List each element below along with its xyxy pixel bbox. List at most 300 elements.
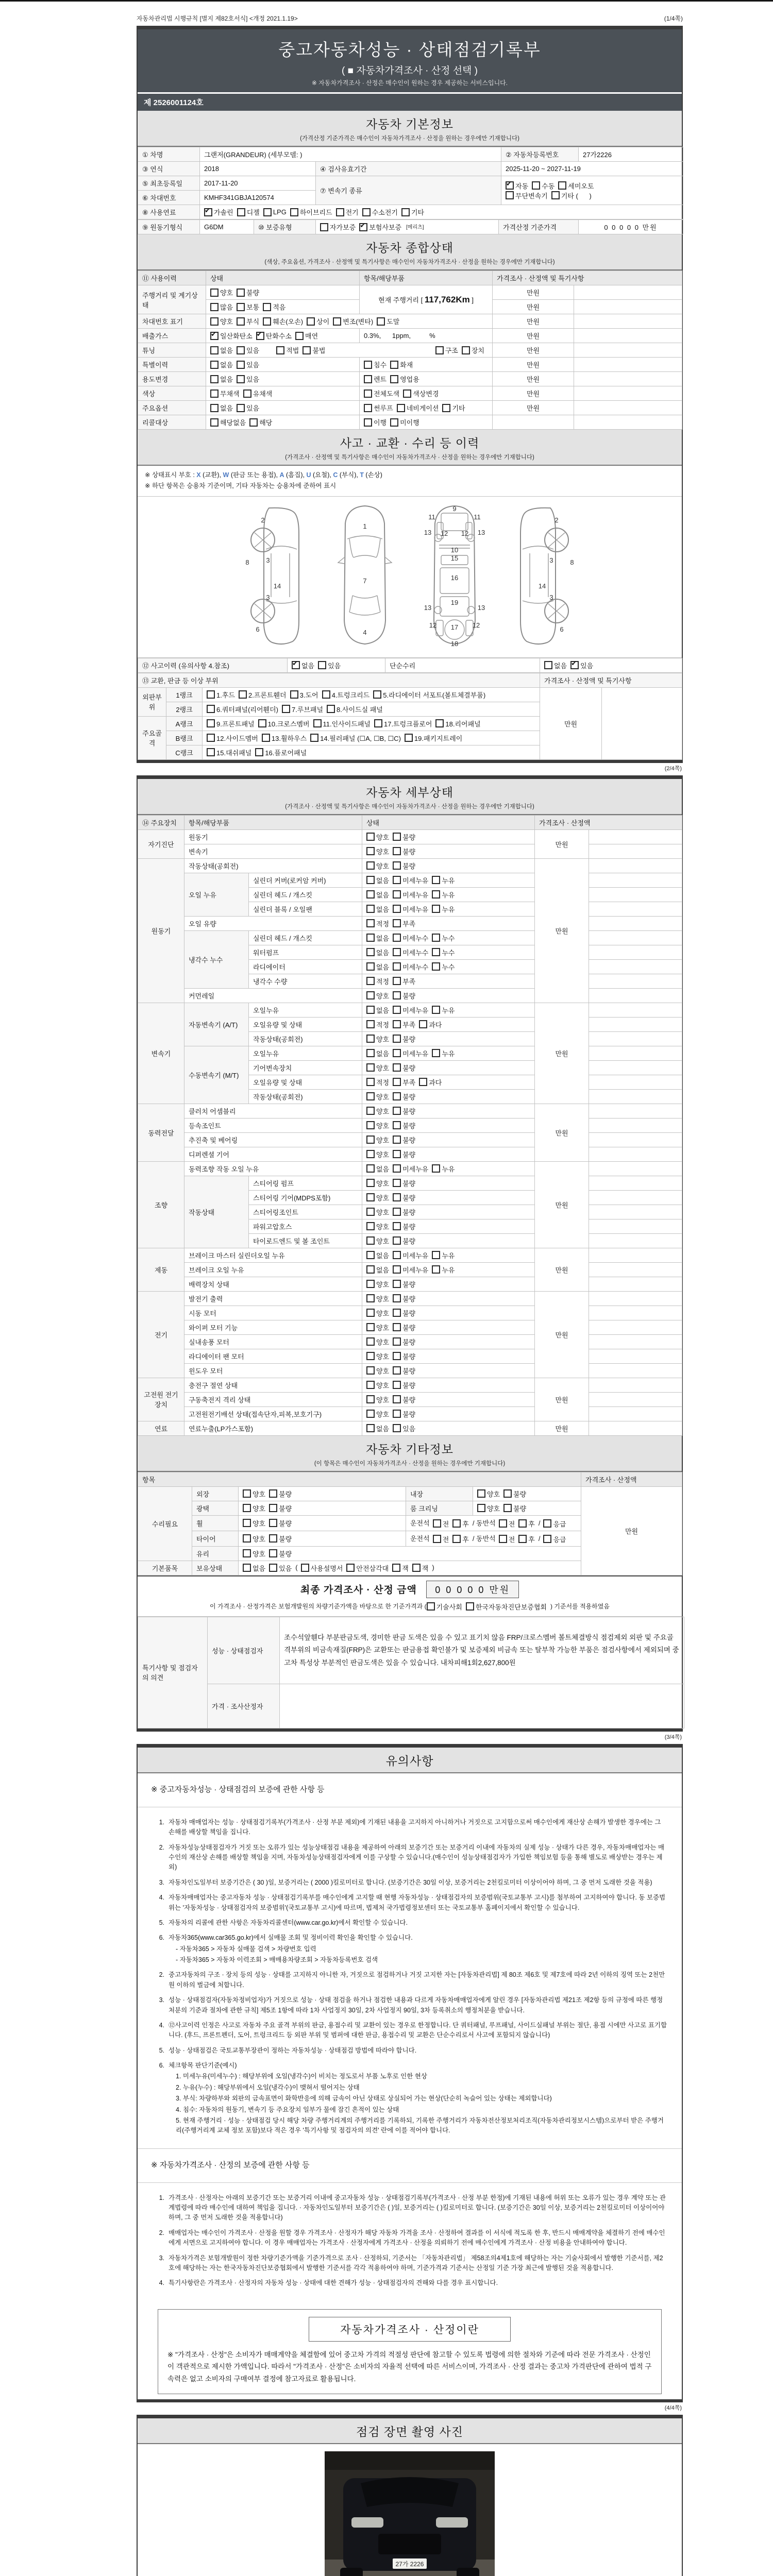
checkbox-불량[interactable] xyxy=(393,1034,415,1044)
checkbox-box-icon[interactable] xyxy=(307,317,315,326)
checkbox-불량[interactable] xyxy=(393,1178,415,1188)
checkbox-유채색[interactable] xyxy=(243,388,273,398)
checkbox-box-icon[interactable] xyxy=(237,289,245,297)
checkbox-box-icon[interactable] xyxy=(393,1337,401,1346)
checkbox-보험사보증[interactable] xyxy=(359,222,401,232)
checkbox-box-icon[interactable] xyxy=(366,1164,375,1173)
checkbox-box-icon[interactable] xyxy=(333,317,341,326)
checkbox-불량[interactable] xyxy=(393,1063,415,1073)
checkbox-과다[interactable] xyxy=(419,1020,442,1029)
checkbox-box-icon[interactable] xyxy=(432,1006,440,1014)
checkbox-불량[interactable] xyxy=(393,1294,415,1303)
checkbox-box-icon[interactable] xyxy=(503,1489,512,1498)
checkbox-box-icon[interactable] xyxy=(432,934,440,942)
checkbox-불량[interactable] xyxy=(393,1135,415,1145)
checkbox-box-icon[interactable] xyxy=(401,208,410,216)
checkbox-box-icon[interactable] xyxy=(393,1352,401,1360)
checkbox-box-icon[interactable] xyxy=(249,418,258,427)
checkbox-box-icon[interactable] xyxy=(327,705,335,713)
checkbox-양호[interactable] xyxy=(210,316,233,326)
checkbox-box-icon[interactable] xyxy=(442,404,450,412)
checkbox-불량[interactable] xyxy=(393,846,415,856)
checkbox-box-icon[interactable] xyxy=(366,1309,375,1317)
checkbox-box-icon[interactable] xyxy=(366,1063,375,1072)
checkbox-15.대쉬패널[interactable] xyxy=(207,748,251,757)
checkbox-사용설명서[interactable] xyxy=(301,1563,343,1573)
checkbox-box-icon[interactable] xyxy=(393,861,401,870)
checkbox-box-icon[interactable] xyxy=(432,1265,440,1274)
checkbox-box-icon[interactable] xyxy=(237,317,245,326)
checkbox-box-icon[interactable] xyxy=(322,690,330,699)
checkbox-양호[interactable] xyxy=(366,1409,389,1419)
checkbox-양호[interactable] xyxy=(366,861,389,871)
checkbox-9.프론트패널[interactable] xyxy=(207,719,255,728)
checkbox-8.사이드실 패널[interactable] xyxy=(327,704,383,714)
checkbox-없음[interactable] xyxy=(366,875,389,885)
checkbox-불량[interactable] xyxy=(393,991,415,1001)
checkbox-box-icon[interactable] xyxy=(432,1049,440,1057)
checkbox-box-icon[interactable] xyxy=(477,1504,485,1512)
checkbox-세미오토[interactable] xyxy=(558,181,594,191)
checkbox-없음[interactable] xyxy=(210,360,233,369)
checkbox-기타[interactable] xyxy=(401,207,424,217)
checkbox-있음[interactable] xyxy=(393,1423,415,1433)
checkbox-box-icon[interactable] xyxy=(207,705,215,713)
checkbox-box-icon[interactable] xyxy=(393,1035,401,1043)
checkbox-box-icon[interactable] xyxy=(393,833,401,841)
checkbox-불량[interactable] xyxy=(393,1222,415,1231)
checkbox-box-icon[interactable] xyxy=(243,1564,251,1572)
checkbox-box-icon[interactable] xyxy=(269,1504,277,1512)
checkbox-box-icon[interactable] xyxy=(366,1150,375,1158)
checkbox-양호[interactable] xyxy=(366,1149,389,1159)
checkbox-불법[interactable] xyxy=(303,345,325,355)
checkbox-누유[interactable] xyxy=(432,890,455,900)
checkbox-불량[interactable] xyxy=(393,1279,415,1289)
checkbox-후[interactable] xyxy=(452,1534,469,1544)
checkbox-box-icon[interactable] xyxy=(419,1020,427,1028)
checkbox-box-icon[interactable] xyxy=(359,223,367,231)
checkbox-box-icon[interactable] xyxy=(207,734,215,742)
checkbox-없음[interactable] xyxy=(366,947,389,957)
checkbox-불량[interactable] xyxy=(393,1351,415,1361)
checkbox-box-icon[interactable] xyxy=(366,1193,375,1201)
checkbox-없음[interactable] xyxy=(366,1250,389,1260)
checkbox-누유[interactable] xyxy=(432,875,455,885)
checkbox-누유[interactable] xyxy=(432,904,455,914)
checkbox-양호[interactable] xyxy=(477,1503,500,1513)
checkbox-17.트렁크플로어[interactable] xyxy=(374,719,432,728)
checkbox-양호[interactable] xyxy=(366,1308,389,1318)
checkbox-box-icon[interactable] xyxy=(432,962,440,971)
checkbox-box-icon[interactable] xyxy=(263,208,272,216)
checkbox-5.라디에이터 서포트(볼트체결부품)[interactable] xyxy=(373,690,485,700)
checkbox-없음[interactable] xyxy=(210,345,233,355)
checkbox-누유[interactable] xyxy=(432,1250,455,1260)
checkbox-보통[interactable] xyxy=(237,302,259,312)
checkbox-box-icon[interactable] xyxy=(393,948,401,956)
checkbox-미세누유[interactable] xyxy=(393,1164,428,1174)
checkbox-없음[interactable] xyxy=(366,904,389,914)
checkbox-box-icon[interactable] xyxy=(243,1534,251,1543)
checkbox-침수[interactable] xyxy=(364,360,386,369)
checkbox-전[interactable] xyxy=(433,1519,449,1529)
checkbox-있음[interactable] xyxy=(570,660,593,670)
checkbox-box-icon[interactable] xyxy=(397,404,405,412)
checkbox-누유[interactable] xyxy=(432,1164,455,1174)
checkbox-후[interactable] xyxy=(518,1534,535,1544)
checkbox-box-icon[interactable] xyxy=(393,1265,401,1274)
checkbox-box-icon[interactable] xyxy=(243,1549,251,1557)
checkbox-누수[interactable] xyxy=(432,947,455,957)
checkbox-box-icon[interactable] xyxy=(290,690,298,699)
checkbox-box-icon[interactable] xyxy=(362,208,371,216)
checkbox-box-icon[interactable] xyxy=(366,1280,375,1288)
checkbox-box-icon[interactable] xyxy=(403,389,411,398)
checkbox-양호[interactable] xyxy=(243,1489,265,1499)
checkbox-box-icon[interactable] xyxy=(237,303,245,311)
checkbox-양호[interactable] xyxy=(366,1294,389,1303)
checkbox-양호[interactable] xyxy=(243,1534,265,1544)
checkbox-없음[interactable] xyxy=(366,890,389,900)
checkbox-후[interactable] xyxy=(518,1519,535,1529)
checkbox-불량[interactable] xyxy=(393,1106,415,1116)
checkbox-box-icon[interactable] xyxy=(320,223,328,231)
checkbox-box-icon[interactable] xyxy=(256,332,264,340)
checkbox-box-icon[interactable] xyxy=(518,1519,527,1528)
checkbox-box-icon[interactable] xyxy=(366,861,375,870)
checkbox-box-icon[interactable] xyxy=(499,1519,507,1528)
checkbox-있음[interactable] xyxy=(237,403,259,413)
checkbox-양호[interactable] xyxy=(366,1366,389,1376)
checkbox-전[interactable] xyxy=(433,1534,449,1544)
checkbox-box-icon[interactable] xyxy=(263,317,271,326)
checkbox-box-icon[interactable] xyxy=(366,919,375,927)
checkbox-상이[interactable] xyxy=(307,316,329,326)
checkbox-양호[interactable] xyxy=(366,1337,389,1347)
checkbox-box-icon[interactable] xyxy=(366,1381,375,1389)
checkbox-없음[interactable] xyxy=(243,1563,265,1573)
checkbox-자가보증[interactable] xyxy=(320,222,356,232)
checkbox-누유[interactable] xyxy=(432,1265,455,1275)
checkbox-18.리어패널[interactable] xyxy=(435,719,480,728)
checkbox-디젤[interactable] xyxy=(237,207,260,217)
checkbox-box-icon[interactable] xyxy=(373,690,381,699)
checkbox-불량[interactable] xyxy=(393,1366,415,1376)
checkbox-box-icon[interactable] xyxy=(366,1020,375,1028)
checkbox-LPG[interactable] xyxy=(263,208,287,216)
checkbox-box-icon[interactable] xyxy=(435,719,444,727)
checkbox-box-icon[interactable] xyxy=(433,1519,441,1528)
checkbox-양호[interactable] xyxy=(366,1222,389,1231)
checkbox-없음[interactable] xyxy=(366,1164,389,1174)
checkbox-box-icon[interactable] xyxy=(263,303,271,311)
checkbox-3.도어[interactable] xyxy=(290,690,318,700)
checkbox-적음[interactable] xyxy=(263,302,285,312)
checkbox-box-icon[interactable] xyxy=(258,719,266,727)
checkbox-없음[interactable] xyxy=(366,1423,389,1433)
checkbox-불량[interactable] xyxy=(393,1207,415,1217)
checkbox-box-icon[interactable] xyxy=(366,905,375,913)
checkbox-누수[interactable] xyxy=(432,933,455,943)
checkbox-없음[interactable] xyxy=(210,374,233,384)
checkbox-불량[interactable] xyxy=(393,1092,415,1101)
checkbox-box-icon[interactable] xyxy=(366,1006,375,1014)
checkbox-box-icon[interactable] xyxy=(405,734,413,742)
checkbox-box-icon[interactable] xyxy=(452,1519,461,1528)
checkbox-양호[interactable] xyxy=(366,1193,389,1202)
checkbox-미세누유[interactable] xyxy=(393,1005,428,1015)
checkbox-box-icon[interactable] xyxy=(237,404,245,412)
checkbox-1.후드[interactable] xyxy=(207,690,235,700)
checkbox-box-icon[interactable] xyxy=(269,1519,277,1527)
checkbox-렌트[interactable] xyxy=(364,374,386,384)
checkbox-자동[interactable] xyxy=(506,181,528,191)
checkbox-한국자동차진단보증협회[interactable] xyxy=(466,1602,547,1612)
checkbox-있음[interactable] xyxy=(237,345,259,355)
checkbox-전[interactable] xyxy=(499,1534,515,1544)
checkbox-양호[interactable] xyxy=(210,287,233,297)
checkbox-box-icon[interactable] xyxy=(393,934,401,942)
checkbox-box-icon[interactable] xyxy=(364,375,372,383)
checkbox-불량[interactable] xyxy=(503,1489,526,1499)
checkbox-없음[interactable] xyxy=(366,1265,389,1275)
checkbox-양호[interactable] xyxy=(366,832,389,842)
checkbox-box-icon[interactable] xyxy=(243,1519,251,1527)
checkbox-box-icon[interactable] xyxy=(310,734,318,742)
checkbox-box-icon[interactable] xyxy=(366,1366,375,1375)
checkbox-미세누유[interactable] xyxy=(393,890,428,900)
checkbox-box-icon[interactable] xyxy=(390,361,398,369)
checkbox-box-icon[interactable] xyxy=(292,661,300,669)
checkbox-양호[interactable] xyxy=(243,1518,265,1528)
checkbox-불량[interactable] xyxy=(393,1308,415,1318)
checkbox-box-icon[interactable] xyxy=(207,719,215,727)
checkbox-box-icon[interactable] xyxy=(318,661,326,669)
checkbox-box-icon[interactable] xyxy=(543,1519,551,1528)
checkbox-불량[interactable] xyxy=(237,287,259,297)
checkbox-box-icon[interactable] xyxy=(393,876,401,884)
checkbox-box-icon[interactable] xyxy=(204,208,212,216)
checkbox-많음[interactable] xyxy=(210,302,233,312)
checkbox-box-icon[interactable] xyxy=(255,748,263,756)
checkbox-box-icon[interactable] xyxy=(366,1121,375,1129)
checkbox-불량[interactable] xyxy=(393,832,415,842)
checkbox-box-icon[interactable] xyxy=(432,905,440,913)
checkbox-box-icon[interactable] xyxy=(269,1534,277,1543)
checkbox-box-icon[interactable] xyxy=(366,847,375,855)
checkbox-box-icon[interactable] xyxy=(543,1535,551,1543)
checkbox-후[interactable] xyxy=(452,1519,469,1529)
checkbox-양호[interactable] xyxy=(366,1207,389,1217)
checkbox-box-icon[interactable] xyxy=(377,317,385,326)
checkbox-도말[interactable] xyxy=(377,316,399,326)
checkbox-box-icon[interactable] xyxy=(393,1381,401,1389)
checkbox-box-icon[interactable] xyxy=(366,833,375,841)
checkbox-수동[interactable] xyxy=(532,181,554,191)
checkbox-불량[interactable] xyxy=(393,1323,415,1332)
checkbox-box-icon[interactable] xyxy=(210,389,219,398)
checkbox-box-icon[interactable] xyxy=(366,1107,375,1115)
checkbox-부족[interactable] xyxy=(393,1077,415,1087)
checkbox-box-icon[interactable] xyxy=(366,1410,375,1418)
checkbox-불량[interactable] xyxy=(393,1193,415,1202)
checkbox-box-icon[interactable] xyxy=(366,934,375,942)
checkbox-box-icon[interactable] xyxy=(336,208,344,216)
checkbox-불량[interactable] xyxy=(269,1518,292,1528)
checkbox-7.루브패널[interactable] xyxy=(282,704,323,714)
checkbox-box-icon[interactable] xyxy=(210,332,219,340)
checkbox-box-icon[interactable] xyxy=(269,1564,277,1572)
checkbox-양호[interactable] xyxy=(366,991,389,1001)
checkbox-양호[interactable] xyxy=(366,1279,389,1289)
checkbox-적정[interactable] xyxy=(366,1077,389,1087)
checkbox-box-icon[interactable] xyxy=(393,1150,401,1158)
checkbox-box-icon[interactable] xyxy=(393,962,401,971)
checkbox-box-icon[interactable] xyxy=(393,1092,401,1100)
checkbox-불량[interactable] xyxy=(269,1534,292,1544)
checkbox-과다[interactable] xyxy=(419,1077,442,1087)
checkbox-불량[interactable] xyxy=(393,1395,415,1404)
checkbox-불량[interactable] xyxy=(393,1409,415,1419)
checkbox-누수[interactable] xyxy=(432,962,455,972)
checkbox-box-icon[interactable] xyxy=(506,181,514,190)
checkbox-미세누유[interactable] xyxy=(393,904,428,914)
checkbox-box-icon[interactable] xyxy=(237,375,245,383)
checkbox-box-icon[interactable] xyxy=(210,303,219,311)
checkbox-미세누수[interactable] xyxy=(393,933,428,943)
checkbox-box-icon[interactable] xyxy=(393,1222,401,1230)
checkbox-양호[interactable] xyxy=(366,1395,389,1404)
checkbox-box-icon[interactable] xyxy=(390,375,398,383)
checkbox-box-icon[interactable] xyxy=(393,1179,401,1187)
checkbox-box-icon[interactable] xyxy=(393,1049,401,1057)
checkbox-있음[interactable] xyxy=(237,360,259,369)
checkbox-안전삼각대[interactable] xyxy=(346,1563,389,1573)
checkbox-box-icon[interactable] xyxy=(366,1035,375,1043)
checkbox-box-icon[interactable] xyxy=(237,346,245,354)
checkbox-미세누유[interactable] xyxy=(393,875,428,885)
checkbox-불량[interactable] xyxy=(393,1337,415,1347)
checkbox-box-icon[interactable] xyxy=(393,890,401,899)
checkbox-box-icon[interactable] xyxy=(364,361,372,369)
checkbox-box-icon[interactable] xyxy=(393,847,401,855)
checkbox-잭[interactable] xyxy=(392,1563,409,1573)
checkbox-양호[interactable] xyxy=(366,1135,389,1145)
checkbox-해당없음[interactable] xyxy=(210,417,246,427)
checkbox-box-icon[interactable] xyxy=(276,346,284,354)
checkbox-box-icon[interactable] xyxy=(462,346,470,354)
checkbox-있음[interactable] xyxy=(237,374,259,384)
checkbox-없음[interactable] xyxy=(544,660,567,670)
checkbox-box-icon[interactable] xyxy=(419,1078,427,1086)
checkbox-box-icon[interactable] xyxy=(393,1236,401,1245)
checkbox-누유[interactable] xyxy=(432,1005,455,1015)
checkbox-box-icon[interactable] xyxy=(366,962,375,971)
checkbox-box-icon[interactable] xyxy=(366,1092,375,1100)
checkbox-탄화수소[interactable] xyxy=(256,331,292,341)
checkbox-없음[interactable] xyxy=(366,933,389,943)
checkbox-box-icon[interactable] xyxy=(393,1424,401,1432)
checkbox-box-icon[interactable] xyxy=(366,1424,375,1432)
checkbox-box-icon[interactable] xyxy=(210,361,219,369)
checkbox-box-icon[interactable] xyxy=(551,191,560,199)
checkbox-있음[interactable] xyxy=(269,1563,292,1573)
checkbox-불량[interactable] xyxy=(393,1236,415,1246)
checkbox-box-icon[interactable] xyxy=(433,1535,441,1543)
checkbox-box-icon[interactable] xyxy=(393,919,401,927)
checkbox-box-icon[interactable] xyxy=(393,1280,401,1288)
checkbox-미이행[interactable] xyxy=(390,417,419,427)
checkbox-box-icon[interactable] xyxy=(366,1179,375,1187)
checkbox-미세누유[interactable] xyxy=(393,1048,428,1058)
checkbox-box-icon[interactable] xyxy=(243,1504,251,1512)
checkbox-양호[interactable] xyxy=(243,1549,265,1558)
checkbox-box-icon[interactable] xyxy=(364,418,372,427)
checkbox-box-icon[interactable] xyxy=(366,1352,375,1360)
checkbox-box-icon[interactable] xyxy=(393,977,401,985)
checkbox-box-icon[interactable] xyxy=(243,389,251,398)
checkbox-box-icon[interactable] xyxy=(532,181,540,190)
checkbox-box-icon[interactable] xyxy=(210,289,219,297)
checkbox-box-icon[interactable] xyxy=(366,1251,375,1259)
checkbox-box-icon[interactable] xyxy=(393,1063,401,1072)
checkbox-적정[interactable] xyxy=(366,976,389,986)
checkbox-box-icon[interactable] xyxy=(366,991,375,999)
checkbox-box-icon[interactable] xyxy=(290,208,298,216)
checkbox-box-icon[interactable] xyxy=(393,905,401,913)
checkbox-box-icon[interactable] xyxy=(518,1535,527,1543)
checkbox-box-icon[interactable] xyxy=(366,1265,375,1274)
checkbox-box-icon[interactable] xyxy=(207,748,215,756)
checkbox-6.쿼터패널(리어휀더)[interactable] xyxy=(207,704,278,714)
checkbox-box-icon[interactable] xyxy=(544,661,552,669)
checkbox-box-icon[interactable] xyxy=(432,876,440,884)
checkbox-변조(변타)[interactable] xyxy=(333,316,373,326)
checkbox-box-icon[interactable] xyxy=(427,1602,435,1611)
checkbox-양호[interactable] xyxy=(366,1106,389,1116)
checkbox-훼손(오손)[interactable] xyxy=(263,316,303,326)
checkbox-box-icon[interactable] xyxy=(301,1564,309,1572)
checkbox-양호[interactable] xyxy=(366,1063,389,1073)
checkbox-box-icon[interactable] xyxy=(393,1208,401,1216)
checkbox-box-icon[interactable] xyxy=(303,346,311,354)
checkbox-box-icon[interactable] xyxy=(466,1602,474,1611)
checkbox-box-icon[interactable] xyxy=(366,977,375,985)
checkbox-box-icon[interactable] xyxy=(366,1136,375,1144)
checkbox-box-icon[interactable] xyxy=(237,208,245,216)
checkbox-box-icon[interactable] xyxy=(366,1049,375,1057)
checkbox-미세누유[interactable] xyxy=(393,1250,428,1260)
checkbox-무채색[interactable] xyxy=(210,388,240,398)
checkbox-box-icon[interactable] xyxy=(558,181,566,190)
checkbox-box-icon[interactable] xyxy=(239,690,247,699)
checkbox-box-icon[interactable] xyxy=(432,1251,440,1259)
checkbox-box-icon[interactable] xyxy=(432,948,440,956)
checkbox-box-icon[interactable] xyxy=(393,1395,401,1403)
checkbox-무단변속기[interactable] xyxy=(506,191,548,200)
checkbox-적정[interactable] xyxy=(366,1020,389,1029)
checkbox-매연[interactable] xyxy=(295,331,318,341)
checkbox-적정[interactable] xyxy=(366,919,389,928)
checkbox-box-icon[interactable] xyxy=(269,1489,277,1498)
checkbox-일산화탄소[interactable] xyxy=(210,331,253,341)
checkbox-box-icon[interactable] xyxy=(393,1006,401,1014)
checkbox-box-icon[interactable] xyxy=(432,890,440,899)
checkbox-box-icon[interactable] xyxy=(412,1564,421,1572)
checkbox-부식[interactable] xyxy=(237,316,259,326)
checkbox-13.휠하우스[interactable] xyxy=(262,733,307,743)
